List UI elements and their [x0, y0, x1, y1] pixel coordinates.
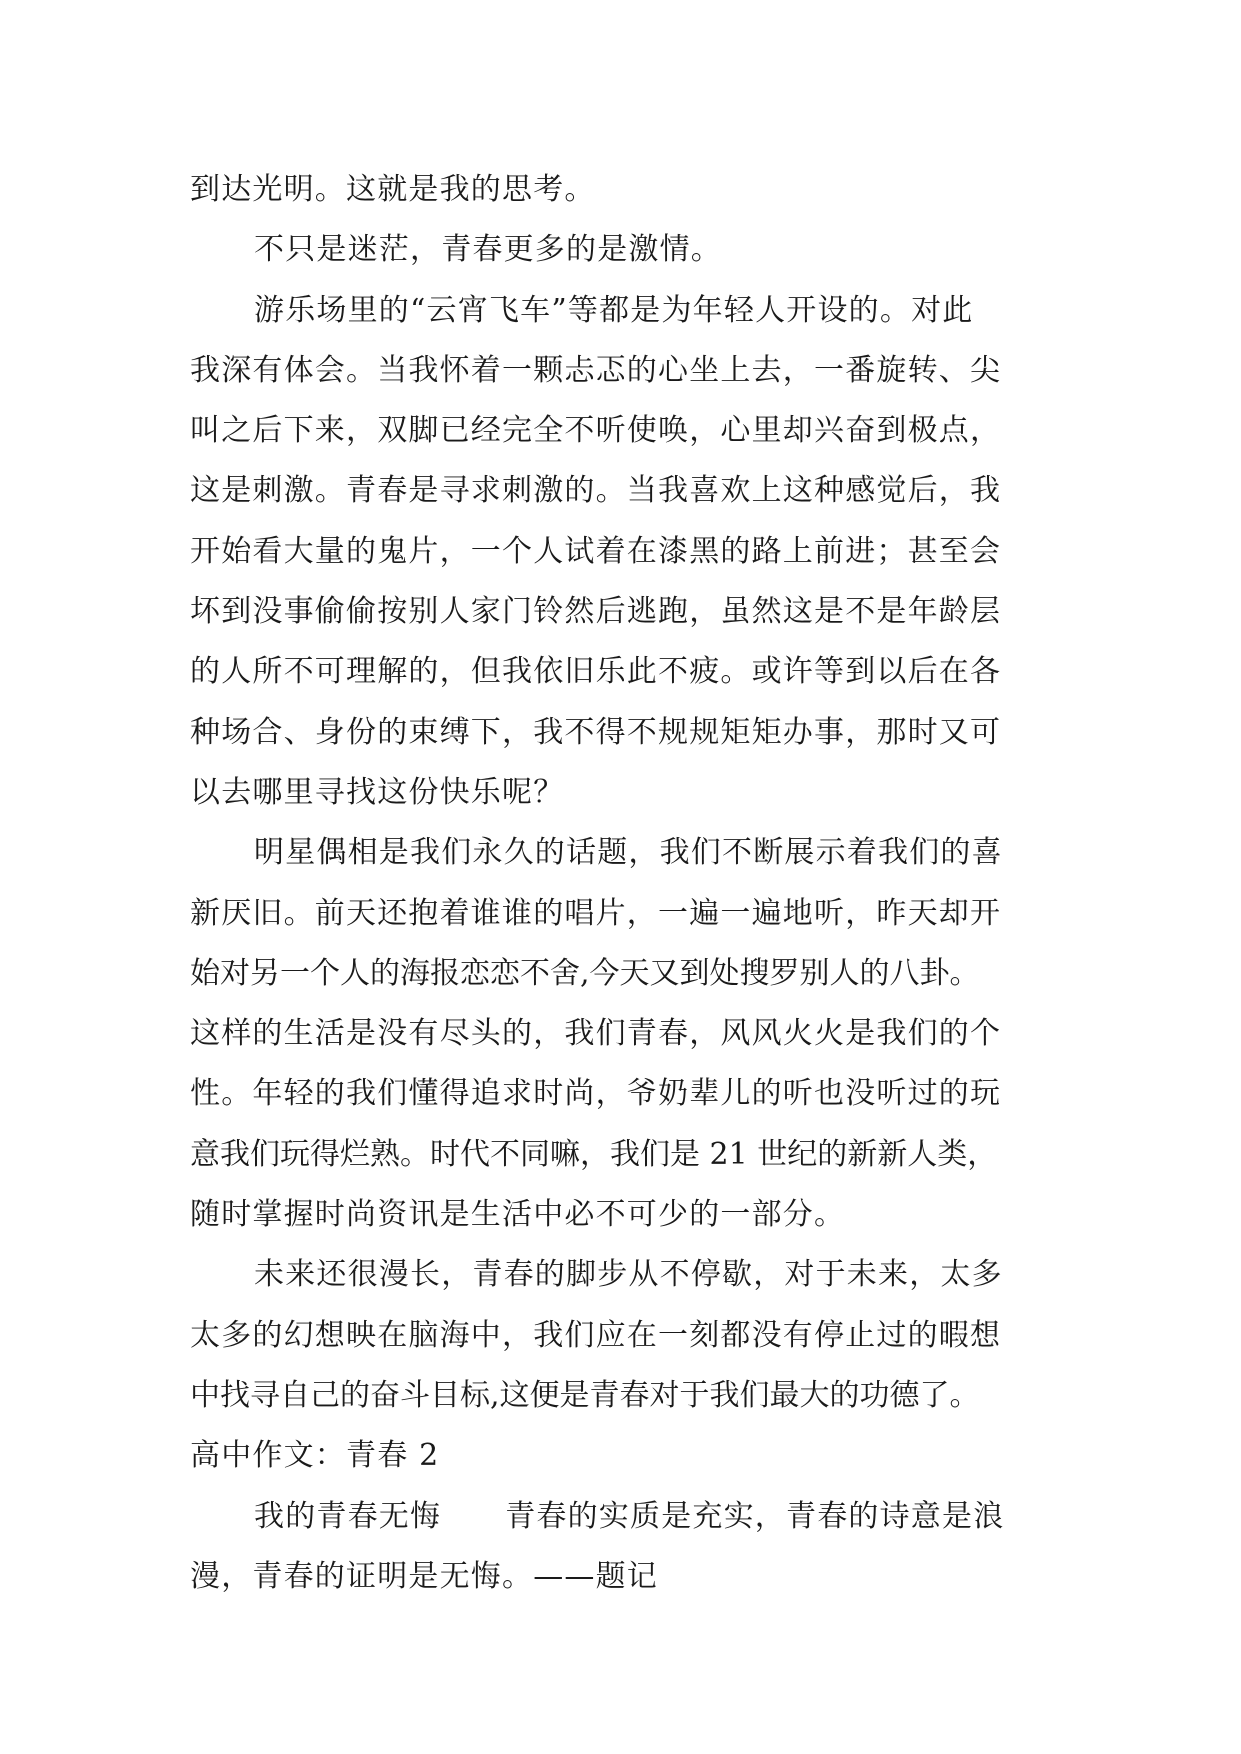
text-line: 以去哪里寻找这份快乐呢？ — [190, 774, 565, 810]
text-line: 叫之后下来，双脚已经完全不听使唤，心里却兴奋到极点， — [190, 413, 1002, 449]
text-line: 中找寻自己的奋斗目标,这便是青春对于我们最大的功德了。 — [190, 1377, 980, 1413]
text-line: 坏到没事偷偷按别人家门铃然后逃跑，虽然这是不是年龄层 — [190, 594, 1002, 630]
text-line: 这是刺激。青春是寻求刺激的。当我喜欢上这种感觉后，我 — [190, 473, 1002, 509]
essay-title: 我的青春无悔 — [254, 1498, 442, 1534]
document-body — [190, 160, 1050, 1607]
text-line: 明星偶相是我们永久的话题，我们不断展示着我们的喜 — [254, 835, 1003, 871]
text-line: 性。年轻的我们懂得追求时尚，爷奶辈儿的听也没听过的玩 — [190, 1076, 1002, 1112]
text-line: 新厌旧。前天还抱着谁谁的唱片，一遍一遍地听，昨天却开 — [190, 895, 1002, 931]
text-line: 随时掌握时尚资讯是生活中必不可少的一部分。 — [190, 1197, 846, 1233]
text-segment: 青春的实质是充实，青春的诗意是浪 — [505, 1498, 1005, 1534]
text-line: 开始看大量的鬼片，一个人试着在漆黑的路上前进；甚至会 — [190, 533, 1002, 569]
text-line: 到达光明。这就是我的思考。 — [190, 172, 596, 207]
text-line: 种场合、身份的束缚下，我不得不规规矩矩办事，那时又可 — [190, 714, 1002, 750]
text-line — [190, 1487, 1050, 1547]
section-heading: 高中作文：青春 2 — [190, 1438, 440, 1474]
text-line: 这样的生活是没有尽头的，我们青春，风风火火是我们的个 — [190, 1016, 1002, 1052]
text-line: 漫，青春的证明是无悔。——题记 — [190, 1558, 658, 1594]
text-line: 始对另一个人的海报恋恋不舍,今天又到处搜罗别人的八卦。 — [190, 955, 980, 991]
text-line: 我深有体会。当我怀着一颗忐忑的心坐上去，一番旋转、尖 — [190, 352, 1002, 388]
text-line: 意我们玩得烂熟。时代不同嘛，我们是 21 世纪的新新人类， — [190, 1136, 998, 1172]
text-line: 太多的幻想映在脑海中，我们应在一刻都没有停止过的暇想 — [190, 1317, 1002, 1353]
text-line: 的人所不可理解的，但我依旧乐此不疲。或许等到以后在各 — [190, 654, 1002, 690]
text-line: 不只是迷茫，青春更多的是激情。 — [254, 232, 722, 268]
text-line: 游乐场里的“云宵飞车”等都是为年轻人开设的。对此 — [254, 292, 974, 328]
text-line: 未来还很漫长，青春的脚步从不停歇，对于未来，太多 — [254, 1257, 1003, 1293]
